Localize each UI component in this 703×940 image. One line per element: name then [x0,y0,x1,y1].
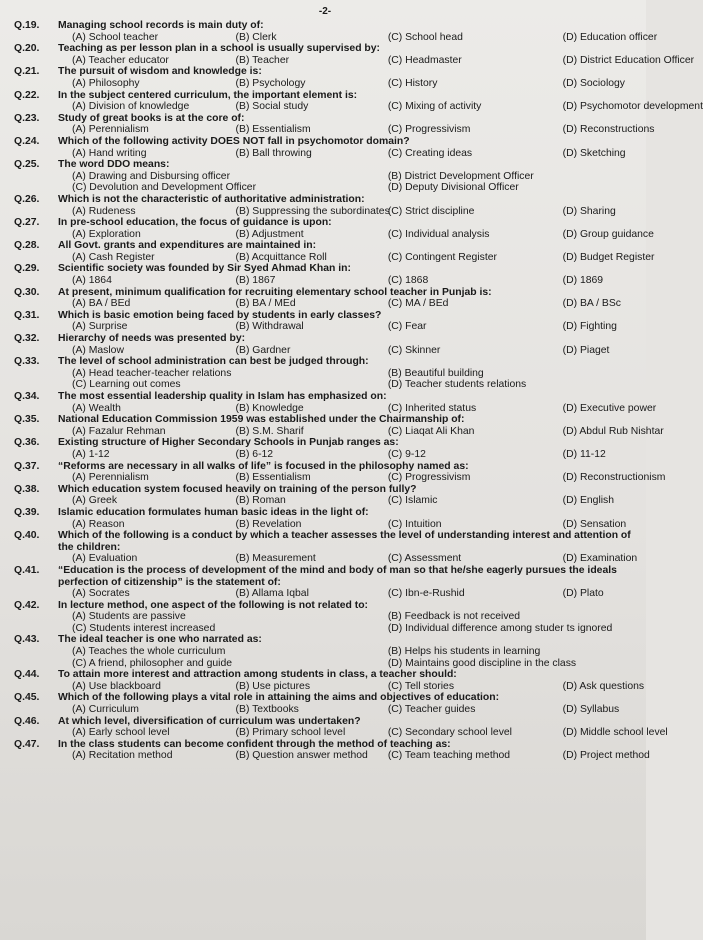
question-line [14,600,636,612]
answer-option: (A) Division of knowledge [72,101,190,113]
answer-option: (D) Piaget [562,344,610,356]
question-number: Q.34. [14,391,40,402]
answer-option: (B) Clerk [235,31,277,43]
question-line [14,634,636,646]
question-number: Q.32. [14,333,40,345]
question-text: In lecture method, one aspect of the following is not related to: [58,599,369,611]
question-number: Q.33. [14,356,40,368]
options-row [14,368,636,391]
question-text: Which of the following activity DOES NOT fall in psychomotor domain? [58,135,410,147]
answer-option: (C) Progressivism [387,472,471,484]
answer-option: (B) 6-12 [235,448,274,460]
answer-option: (A) Teacher educator [72,54,169,66]
answer-option: (A) Socrates [72,588,130,600]
answer-option: (A) Drawing and Disbursing officer [72,170,231,182]
question-line [14,113,636,125]
answer-option: (C) Ibn-e-Rushid [387,588,465,600]
answer-option: (D) BA / BSc [562,298,621,310]
options-row [14,54,695,67]
question-item [14,356,636,391]
answer-option: (B) Ball throwing [235,147,312,159]
answer-option: (B) Social study [235,101,309,113]
question-line [14,739,636,751]
answer-option: (A) Early school level [72,727,170,739]
answer-option: (A) Recitation method [72,750,173,762]
question-item [14,565,636,600]
question-number: Q.39. [14,506,40,518]
options-row [14,727,668,739]
question-item [14,194,636,217]
answer-option: (A) Hand writing [72,147,147,159]
options-row [14,553,636,565]
options-row [14,495,636,507]
answer-option: (A) 1864 [72,275,112,287]
answer-option: (B) Essentialism [235,472,311,484]
question-item [14,89,703,113]
question-text: Managing school records is main duty of: [58,20,264,31]
question-line [14,437,636,449]
question-line [14,194,636,206]
answer-option: (A) Surprise [72,321,128,333]
answer-option: (C) Headmaster [387,54,462,66]
answer-option: (C) 9-12 [387,448,426,460]
question-line [14,461,636,473]
question-number: Q.44. [14,669,40,681]
answer-option: (B) Adjustment [235,228,304,240]
options-row [14,124,655,136]
options-row [14,646,636,669]
options-row [14,321,636,333]
question-item [14,43,695,66]
question-item [14,391,657,414]
question-text: The word DDO means: [58,159,170,171]
options-row [14,472,666,484]
options-row [14,298,636,310]
question-line [14,414,636,426]
question-text: The most essential leadership quality in Islam has emphasized on: [58,391,387,402]
options-row [14,588,636,600]
answer-option: (D) Project method [562,750,650,762]
question-list [14,20,703,762]
question-number: Q.25. [14,159,40,171]
answer-option: (C) Intuition [387,518,442,530]
answer-option: (D) English [562,495,615,507]
answer-option: (C) Contingent Register [387,251,497,263]
answer-option: (C) History [387,77,438,89]
question-number: Q.42. [14,599,40,611]
question-line [14,263,636,275]
options-row [14,251,655,264]
answer-option: (D) 1869 [562,275,604,287]
options-row [14,750,650,762]
answer-option: (D) Ask questions [562,680,645,692]
answer-option: (A) Philosophy [72,77,140,89]
question-item [14,287,636,310]
answer-option: (D) Sketching [562,147,626,159]
question-line [14,287,636,299]
answer-option: (B) Roman [235,495,286,507]
question-text: Islamic education formulates human basic ideas in the light of: [58,506,369,518]
answer-option: (D) Abdul Rub Nishtar [562,425,664,437]
question-number: Q.27. [14,217,40,229]
answer-option: (A) Reason [72,518,125,530]
answer-option: (A) Curriculum [72,704,139,716]
question-text: Which is basic emotion being faced by students in early classes? [58,309,382,321]
question-item [14,310,636,333]
question-number: Q.24. [14,135,40,147]
answer-option: (A) Use blackboard [72,680,161,692]
answer-option: (A) Perennialism [72,124,149,136]
answer-option: (B) Helps his students in learning [387,646,541,658]
question-number: Q.23. [14,112,40,124]
question-text: Which of the following plays a vital role in attaining the aims and objectives of education: [58,692,500,704]
answer-option: (B) Knowledge [235,402,304,414]
options-row [14,449,636,461]
answer-option: (C) Islamic [387,495,438,507]
question-text: In the subject centered curriculum, the important element is: [58,89,358,101]
options-row [14,275,636,287]
answer-option: (B) BA / MEd [235,298,296,310]
options-row [14,206,636,218]
question-number: Q.31. [14,309,40,321]
question-number: Q.47. [14,738,40,750]
question-line [14,716,636,728]
question-item [14,738,650,762]
answer-option: (A) 1-12 [72,448,110,460]
answer-option: (C) Liaqat Ali Khan [387,425,475,437]
answer-option: (D) Deputy Divisional Officer [387,182,519,194]
answer-option: (C) Skinner [387,344,441,356]
answer-option: (C) Individual analysis [387,228,490,240]
options-row [14,704,636,716]
question-item [14,530,636,565]
question-line [14,217,636,229]
question-line [14,136,636,148]
question-number: Q.37. [14,460,40,472]
answer-option: (C) 1868 [387,275,429,287]
answer-option: (A) Teaches the whole curriculum [72,646,226,658]
answer-option: (D) Syllabus [562,704,620,716]
question-number: Q.30. [14,286,40,298]
question-text: National Education Commission 1959 was established under the Chairmanship of: [58,414,465,426]
question-item [14,112,655,136]
question-text: Scientific society was founded by Sir Syed Ahmad Khan in: [58,263,351,275]
answer-option: (D) Individual difference among studer ts ignored [387,622,613,634]
question-line [14,333,636,345]
answer-option: (D) Plato [562,588,604,600]
answer-option: (D) Sociology [562,77,626,89]
answer-option: (B) S.M. Sharif [235,425,304,437]
answer-option: (B) Beautiful building [387,367,484,379]
options-row [14,425,664,438]
question-item [14,692,636,715]
question-item [14,634,636,669]
question-line [14,530,636,553]
answer-option: (C) Mixing of activity [387,101,482,113]
question-text: The pursuit of wisdom and knowledge is: [58,66,262,78]
question-item [14,600,636,635]
question-item [14,437,636,460]
question-line [14,356,636,368]
answer-option: (C) School head [387,31,463,43]
answer-option: (D) Reconstructions [562,124,655,136]
options-row [14,345,636,357]
answer-option: (C) A friend, philosopher and guide [72,657,233,669]
question-line [14,66,636,78]
answer-option: (C) Strict discipline [387,205,475,217]
options-row [14,171,636,194]
answer-option: (D) Sharing [562,205,616,217]
answer-option: (B) Textbooks [235,704,299,716]
question-text: “Education is the process of development of the mind and body of man so that he/she eagerly pursues the ideals perfection of citizenship” is the statement of: [58,564,617,588]
answer-option: (B) Psychology [235,77,306,89]
answer-option: (A) Maslow [72,344,124,356]
question-number: Q.28. [14,240,40,252]
question-text: In the class students can become confident through the method of teaching as: [58,738,451,750]
answer-option: (D) Sensation [562,518,627,530]
options-row [14,611,636,634]
answer-option: (B) Allama Iqbal [235,588,309,600]
answer-option: (C) Team teaching method [387,750,511,762]
question-text: To attain more interest and attraction among students in class, a teacher should: [58,669,457,681]
answer-option: (A) Cash Register [72,251,155,263]
question-number: Q.40. [14,530,40,542]
question-number: Q.20. [14,43,40,55]
answer-option: (A) Greek [72,495,118,507]
answer-option: (B) Primary school level [235,727,346,739]
question-text: “Reforms are necessary in all walks of life” is focused in the philosophy named as: [58,460,469,472]
answer-option: (C) Fear [387,321,427,333]
question-line [14,90,636,102]
question-number: Q.46. [14,715,40,727]
answer-option: (A) Wealth [72,402,121,414]
question-line [14,310,636,322]
answer-option: (B) Gardner [235,344,291,356]
answer-option: (B) Question answer method [235,750,368,762]
question-item [14,669,645,692]
answer-option: (D) Examination [562,553,638,565]
question-number: Q.36. [14,437,40,449]
answer-option: (C) Inherited status [387,402,477,414]
answer-option: (D) Psychomotor development [562,101,703,113]
question-text: All Govt. grants and expenditures are maintained in: [58,240,317,252]
answer-option: (C) Teacher guides [387,704,476,716]
question-text: Existing structure of Higher Secondary Schools in Punjab ranges as: [58,437,399,449]
question-item [14,20,658,43]
question-text: Which education system focused heavily on training of the person fully? [58,483,417,495]
question-item [14,333,636,356]
answer-option: (B) Essentialism [235,124,311,136]
question-number: Q.22. [14,89,40,101]
question-line [14,669,636,681]
question-item [14,414,664,437]
question-item [14,460,666,484]
answer-option: (D) Reconstructionism [562,472,666,484]
question-number: Q.45. [14,692,40,704]
question-line [14,565,636,588]
question-item [14,263,636,286]
answer-option: (D) Fighting [562,321,617,333]
question-item [14,240,655,263]
answer-option: (A) Rudeness [72,205,136,217]
question-line [14,692,636,704]
question-text: Hierarchy of needs was presented by: [58,333,246,345]
question-item [14,484,636,507]
answer-option: (D) Education officer [562,31,658,43]
answer-option: (A) Perennialism [72,472,149,484]
question-line [14,484,636,496]
question-number: Q.19. [14,20,40,31]
question-line [14,507,636,519]
question-number: Q.21. [14,66,40,78]
answer-option: (B) Revelation [235,518,302,530]
question-item [14,66,636,89]
answer-option: (C) Creating ideas [387,147,473,159]
options-row [14,78,636,90]
question-line [14,391,636,403]
answer-option: (A) BA / BEd [72,298,131,310]
answer-option: (D) Teacher students relations [387,379,527,391]
question-text: Which is not the characteristic of authoritative administration: [58,193,365,205]
question-line [14,159,636,171]
answer-option: (B) Suppressing the subordinates [235,205,390,217]
answer-option: (B) Acquittance Roll [235,251,327,263]
question-item [14,136,636,159]
answer-option: (B) Teacher [235,54,290,66]
answer-option: (C) Progressivism [387,124,471,136]
question-number: Q.26. [14,193,40,205]
answer-option: (A) Evaluation [72,553,138,565]
question-number: Q.35. [14,414,40,426]
question-number: Q.29. [14,263,40,275]
question-line [14,20,636,32]
answer-option: (A) School teacher [72,31,159,43]
options-row [14,402,657,415]
question-text: Which of the following is a conduct by which a teacher assesses the level of understanding interest and attention of the children: [58,530,631,553]
options-row [14,101,703,113]
question-item [14,715,668,739]
answer-option: (A) Head teacher-teacher relations [72,367,232,379]
question-text: In pre-school education, the focus of guidance is upon: [58,217,332,229]
options-row [14,148,636,160]
answer-option: (C) Assessment [387,553,462,565]
answer-option: (A) Fazalur Rehman [72,425,166,437]
question-item [14,217,654,240]
question-text: The level of school administration can best be judged through: [58,356,369,368]
answer-option: (B) Feedback is not received [387,611,521,623]
page-number: -2- [318,6,332,17]
question-number: Q.43. [14,634,40,646]
answer-option: (D) District Education Officer [562,54,695,66]
question-text: The ideal teacher is one who narrated as: [58,634,262,646]
answer-option: (C) Devolution and Development Officer [72,182,257,194]
options-row [14,228,654,241]
answer-option: (D) Group guidance [562,228,654,240]
question-text: Study of great books is at the core of: [58,112,245,124]
answer-option: (B) District Development Officer [387,170,534,182]
answer-option: (B) 1867 [235,275,276,287]
answer-option: (D) Maintains good discipline in the class [387,657,577,669]
answer-option: (A) Exploration [72,228,141,240]
question-line [14,43,636,55]
answer-option: (A) Students are passive [72,611,186,623]
answer-option: (D) Budget Register [562,251,655,263]
options-row [14,680,645,693]
answer-option: (C) Students interest increased [72,622,216,634]
question-item [14,507,636,530]
answer-option: (D) 11-12 [562,448,606,460]
answer-option: (D) Executive power [562,402,657,414]
question-number: Q.41. [14,564,40,576]
question-text: At present, minimum qualification for recruiting elementary school teacher in Punjab is: [58,286,492,298]
answer-option: (C) Secondary school level [387,727,512,739]
answer-option: (D) Middle school level [562,727,668,739]
answer-option: (B) Measurement [235,553,316,565]
answer-option: (B) Use pictures [235,680,311,692]
options-row [14,31,658,44]
question-item [14,159,636,194]
answer-option: (C) MA / BEd [387,298,449,310]
answer-option: (C) Tell stories [387,680,455,692]
answer-option: (C) Learning out comes [72,379,181,391]
question-text: Teaching as per lesson plan in a school is usually supervised by: [58,43,381,55]
answer-option: (B) Withdrawal [235,321,304,333]
question-line [14,240,636,252]
question-number: Q.38. [14,483,40,495]
options-row [14,519,636,531]
question-text: At which level, diversification of curriculum was undertaken? [58,715,361,727]
